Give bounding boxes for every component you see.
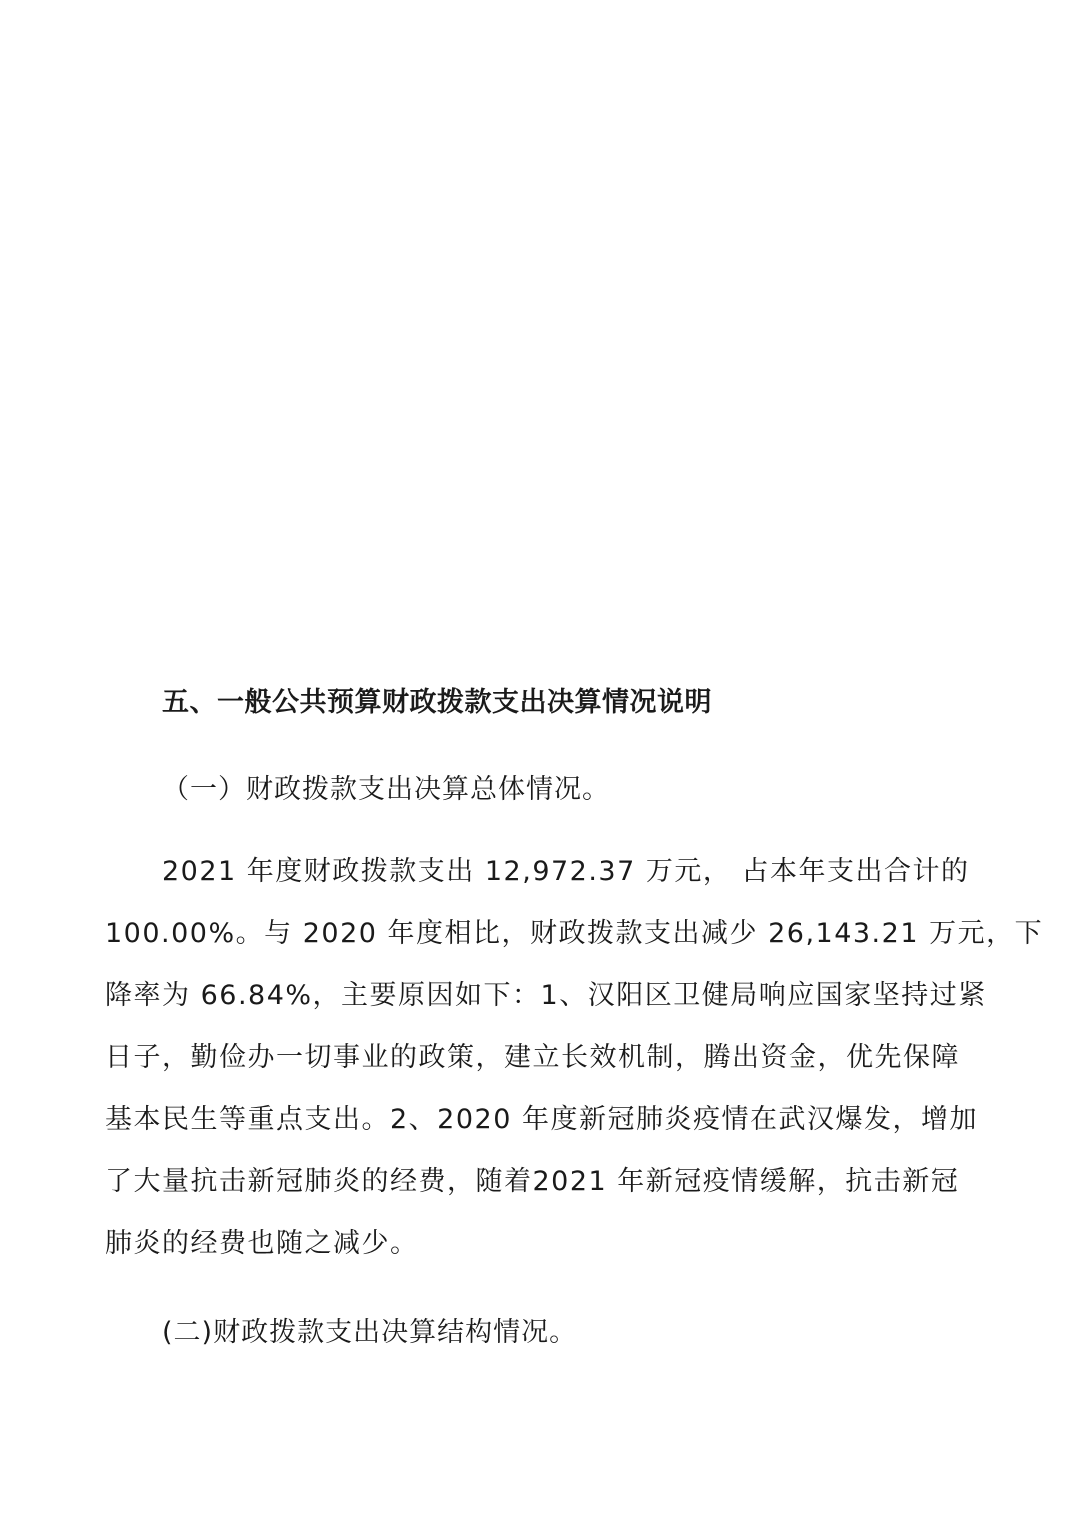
subsection-heading-structure: (二)财政拨款支出决算结构情况。 (162, 1317, 578, 1348)
section-heading: 五、一般公共预算财政拨款支出决算情况说明 (162, 687, 712, 718)
paragraph-line: 了大量抗击新冠肺炎的经费，随着2021 年新冠疫情缓解，抗击新冠 (105, 1166, 960, 1197)
paragraph-line: 肺炎的经费也随之减少。 (105, 1228, 419, 1259)
paragraph-line: 2021 年度财政拨款支出 12,972.37 万元， 占本年支出合计的 (162, 856, 970, 887)
paragraph-line: 降率为 66.84%，主要原因如下：1、汉阳区卫健局响应国家坚持过紧 (105, 980, 987, 1011)
paragraph-line: 基本民生等重点支出。2、2020 年度新冠肺炎疫情在武汉爆发，增加 (105, 1104, 978, 1135)
paragraph-line: 100.00%。与 2020 年度相比，财政拨款支出减少 26,143.21 万元，下 (105, 918, 1044, 949)
subsection-heading-overall: （一）财政拨款支出决算总体情况。 (162, 774, 610, 805)
paragraph-line: 日子，勤俭办一切事业的政策，建立长效机制，腾出资金，优先保障 (105, 1042, 960, 1073)
